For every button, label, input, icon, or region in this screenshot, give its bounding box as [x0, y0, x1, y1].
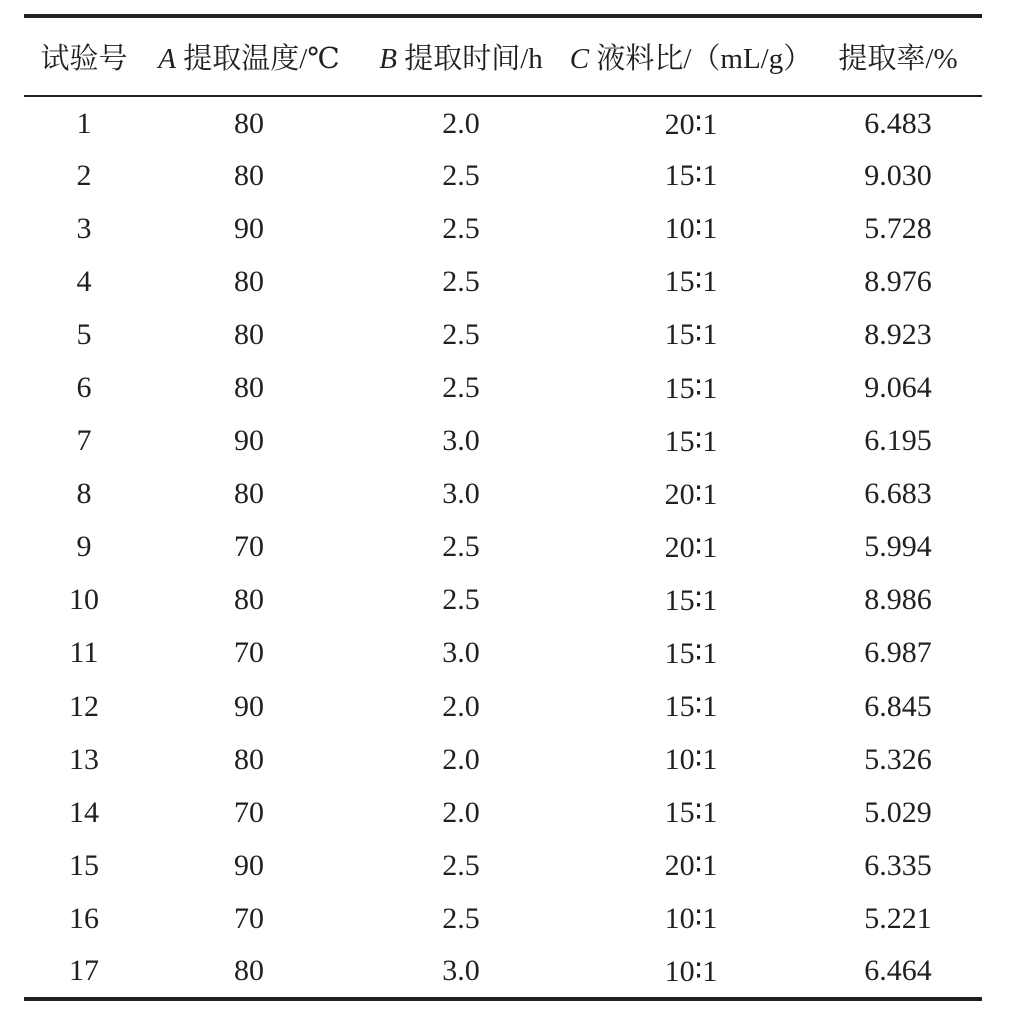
cell-ratio: 15∶1 [664, 796, 718, 830]
table-row [24, 361, 982, 414]
cell-time: 3.0 [442, 636, 480, 670]
table-row [24, 839, 982, 892]
cell-extraction-rate: 9.064 [864, 371, 932, 405]
cell-ratio: 10∶1 [664, 902, 718, 936]
cell-temperature: 90 [234, 424, 264, 458]
cell-trial-number: 5 [76, 317, 92, 351]
cell-time: 2.5 [442, 371, 480, 405]
cell-trial-number: 8 [76, 477, 92, 511]
header-liquid-solid-ratio [568, 16, 814, 96]
header-label: 提取时间/h [404, 43, 543, 75]
table-row [24, 468, 982, 521]
cell-time: 2.0 [442, 795, 480, 829]
cell-trial-number: 14 [69, 795, 99, 829]
cell-ratio: 15∶1 [664, 636, 718, 670]
cell-extraction-rate: 6.335 [864, 848, 932, 882]
cell-trial-number: 10 [69, 583, 99, 617]
cell-ratio: 15∶1 [664, 318, 718, 352]
cell-extraction-rate: 5.326 [864, 742, 932, 776]
cell-time: 2.5 [442, 530, 480, 564]
results-table [24, 14, 982, 1001]
header-label: 提取温度/℃ [183, 43, 340, 75]
cell-time: 3.0 [442, 477, 480, 511]
header-label: 提取率/% [838, 43, 958, 75]
cell-ratio: 15∶1 [664, 690, 718, 724]
header-extraction-rate [814, 16, 982, 96]
cell-trial-number: 7 [76, 424, 92, 458]
table-row [24, 255, 982, 308]
table-row [24, 521, 982, 574]
cell-trial-number: 2 [76, 158, 92, 192]
cell-time: 2.5 [442, 901, 480, 935]
cell-extraction-rate: 6.987 [864, 636, 932, 670]
cell-ratio: 15∶1 [664, 371, 718, 405]
table-row [24, 786, 982, 839]
cell-trial-number: 11 [69, 636, 99, 670]
table-row [24, 574, 982, 627]
cell-time: 2.5 [442, 211, 480, 245]
table-row [24, 149, 982, 202]
cell-extraction-rate: 5.029 [864, 795, 932, 829]
cell-ratio: 20∶1 [664, 530, 718, 564]
cell-trial-number: 17 [69, 954, 99, 988]
cell-extraction-rate: 8.976 [864, 264, 932, 298]
cell-extraction-rate: 6.483 [864, 107, 932, 141]
header-variable: C [569, 43, 590, 75]
table-header [24, 16, 982, 96]
cell-extraction-rate: 9.030 [864, 158, 932, 192]
cell-trial-number: 15 [69, 848, 99, 882]
cell-temperature: 70 [234, 901, 264, 935]
cell-temperature: 80 [234, 371, 264, 405]
cell-extraction-rate: 6.683 [864, 477, 932, 511]
cell-temperature: 80 [234, 317, 264, 351]
cell-ratio: 15∶1 [664, 265, 718, 299]
header-row [24, 16, 982, 96]
cell-trial-number: 9 [76, 530, 92, 564]
table-row [24, 627, 982, 680]
table-row [24, 202, 982, 255]
cell-trial-number: 1 [76, 107, 92, 141]
cell-extraction-rate: 8.986 [864, 583, 932, 617]
table-row [24, 415, 982, 468]
cell-temperature: 70 [234, 795, 264, 829]
cell-extraction-rate: 8.923 [864, 317, 932, 351]
cell-time: 2.0 [442, 107, 480, 141]
cell-time: 3.0 [442, 424, 480, 458]
cell-ratio: 20∶1 [664, 849, 718, 883]
cell-temperature: 80 [234, 158, 264, 192]
cell-time: 2.5 [442, 264, 480, 298]
cell-time: 3.0 [442, 954, 480, 988]
cell-temperature: 80 [234, 954, 264, 988]
cell-temperature: 70 [234, 530, 264, 564]
cell-extraction-rate: 5.221 [864, 901, 932, 935]
table-row [24, 946, 982, 999]
header-variable: A [158, 43, 176, 75]
cell-extraction-rate: 5.728 [864, 211, 932, 245]
cell-trial-number: 16 [69, 901, 99, 935]
cell-trial-number: 3 [76, 211, 92, 245]
cell-extraction-rate: 6.464 [864, 954, 932, 988]
cell-temperature: 80 [234, 742, 264, 776]
cell-ratio: 10∶1 [664, 954, 718, 988]
table-row [24, 96, 982, 149]
cell-trial-number: 6 [76, 371, 92, 405]
cell-ratio: 10∶1 [664, 743, 718, 777]
header-extraction-time [354, 16, 568, 96]
cell-time: 2.0 [442, 689, 480, 723]
cell-ratio: 15∶1 [664, 159, 718, 193]
cell-extraction-rate: 6.845 [864, 689, 932, 723]
cell-time: 2.5 [442, 583, 480, 617]
cell-time: 2.5 [442, 317, 480, 351]
cell-ratio: 15∶1 [664, 424, 718, 458]
cell-temperature: 80 [234, 107, 264, 141]
table-row [24, 308, 982, 361]
cell-temperature: 90 [234, 689, 264, 723]
cell-trial-number: 4 [76, 264, 92, 298]
header-label: 液料比/（mL/g） [596, 43, 813, 75]
cell-ratio: 20∶1 [664, 477, 718, 511]
cell-temperature: 80 [234, 477, 264, 511]
table-row [24, 680, 982, 733]
table-row [24, 892, 982, 945]
cell-temperature: 90 [234, 848, 264, 882]
header-extraction-temperature [144, 16, 354, 96]
header-trial-number [24, 16, 144, 96]
cell-ratio: 20∶1 [664, 107, 718, 141]
cell-time: 2.0 [442, 742, 480, 776]
cell-extraction-rate: 6.195 [864, 424, 932, 458]
table-row [24, 733, 982, 786]
cell-temperature: 90 [234, 211, 264, 245]
cell-temperature: 70 [234, 636, 264, 670]
cell-time: 2.5 [442, 158, 480, 192]
table-body [24, 96, 982, 999]
cell-temperature: 80 [234, 264, 264, 298]
header-label: 试验号 [40, 43, 128, 75]
cell-time: 2.5 [442, 848, 480, 882]
header-variable: B [379, 43, 397, 75]
cell-temperature: 80 [234, 583, 264, 617]
cell-extraction-rate: 5.994 [864, 530, 932, 564]
cell-trial-number: 13 [69, 742, 99, 776]
cell-ratio: 10∶1 [664, 212, 718, 246]
cell-trial-number: 12 [69, 689, 99, 723]
cell-ratio: 15∶1 [664, 583, 718, 617]
results-table-container [24, 14, 982, 1001]
